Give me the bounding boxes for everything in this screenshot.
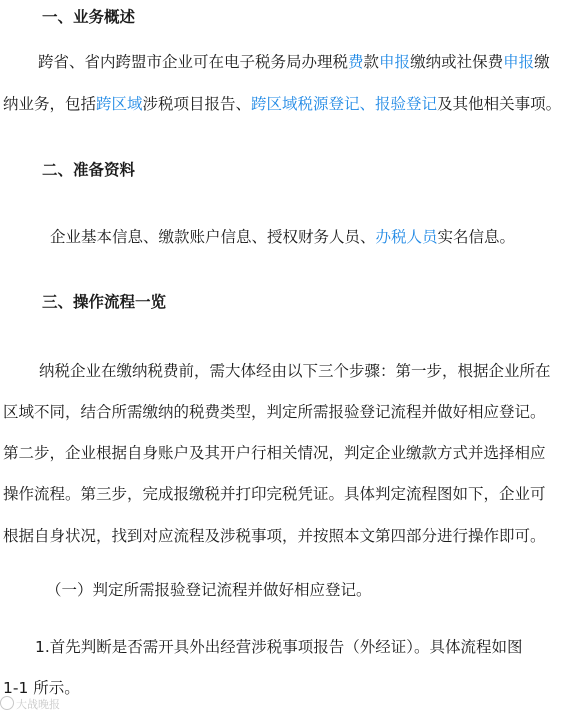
- watermark: [0, 696, 60, 712]
- subsection-1-title: （一）判定所需报验登记流程并做好相应登记。: [46, 581, 372, 599]
- text: 实名信息。: [437, 228, 516, 246]
- text: 企业基本信息、缴款账户信息、授权财务人员、: [50, 228, 376, 246]
- fee-link[interactable]: 费: [348, 53, 364, 71]
- tax-staff-link[interactable]: 办税人员: [375, 228, 438, 246]
- item-1-line-2: 1-1 所示。: [3, 679, 80, 697]
- text: 缴纳或社保费: [410, 53, 504, 71]
- section-3-paragraph-line-5: 根据自身状况，找到对应流程及涉税事项，并按照本文第四部分进行操作即可。: [3, 527, 546, 545]
- watermark-logo-icon: [0, 696, 14, 710]
- text: 跨省、省内跨盟市企业可在电子税务局办理税: [38, 53, 349, 71]
- section-2-paragraph: [50, 227, 515, 247]
- text: 及其他相关事项。: [437, 95, 562, 113]
- text: 缴: [534, 53, 550, 71]
- section-1-heading: 一、业务概述: [42, 8, 136, 26]
- text: 涉税项目报告、: [142, 95, 252, 113]
- section-3-heading: 三、操作流程一览: [42, 293, 167, 311]
- cross-region-link[interactable]: 跨区域: [96, 95, 143, 113]
- section-2-heading: 二、准备资料: [42, 161, 136, 179]
- section-3-paragraph-line-1: 纳税企业在缴纳税费前，需大体经由以下三个步骤：第一步，根据企业所在: [39, 362, 551, 380]
- text: 款: [363, 53, 380, 71]
- item-1-line-1: 1.首先判断是否需开具外出经营涉税事项报告（外经证）。具体流程如图: [35, 638, 523, 656]
- section-1-paragraph-line-2: [3, 94, 561, 114]
- watermark-text: 大战晚报: [16, 698, 60, 711]
- section-3-paragraph-line-3: 第二步，企业根据自身账户及其开户行相关情况，判定企业缴款方式并选择相应: [3, 444, 546, 462]
- declare-link[interactable]: 申报: [379, 53, 411, 71]
- declare-link-2[interactable]: 申报: [503, 53, 535, 71]
- section-1-paragraph-line-1: [38, 52, 550, 72]
- section-3-paragraph-line-2: 区域不同，结合所需缴纳的税费类型，判定所需报验登记流程并做好相应登记。: [3, 403, 546, 421]
- cross-region-registration-link[interactable]: 跨区域税源登记、报验登记: [251, 95, 438, 113]
- section-3-paragraph-line-4: 操作流程。第三步，完成报缴税并打印完税凭证。具体判定流程图如下，企业可: [3, 485, 546, 503]
- text: 纳业务，包括: [3, 95, 97, 113]
